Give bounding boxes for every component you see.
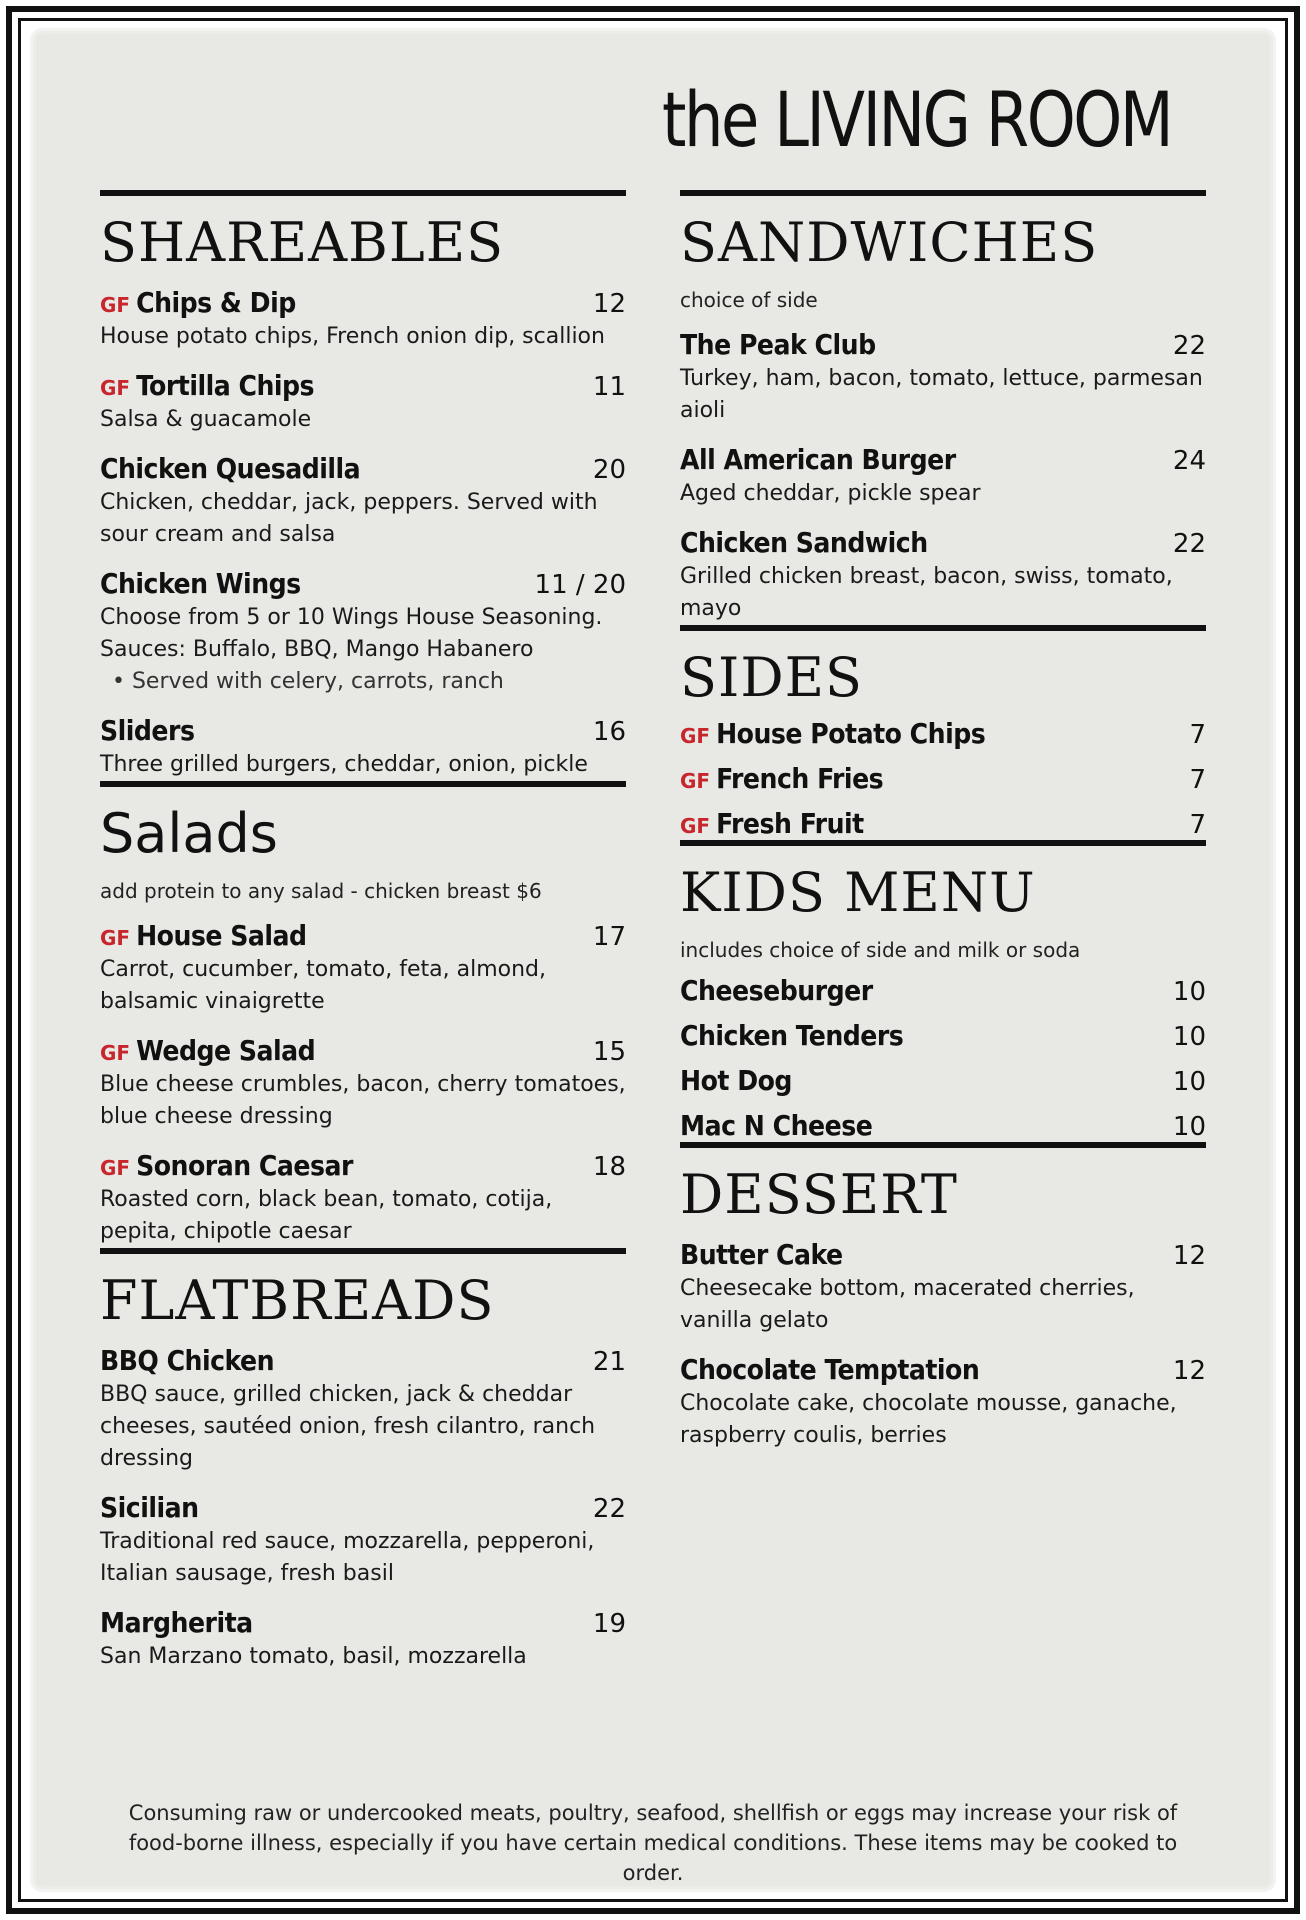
menu-item-header	[680, 762, 1206, 795]
menu-item-title	[680, 443, 956, 476]
menu-item-price: 10	[1172, 1022, 1206, 1052]
menu-item-price: 22	[592, 1494, 626, 1524]
menu-item-title	[680, 1353, 979, 1386]
menu-item-header	[680, 717, 1206, 750]
menu-item-title	[680, 526, 928, 559]
menu-item-price: 10	[1172, 977, 1206, 1007]
restaurant-title: the LIVING ROOM	[662, 75, 1172, 164]
menu-item-title	[100, 714, 194, 747]
menu-item-title	[680, 1238, 843, 1271]
menu-item	[100, 1491, 626, 1590]
menu-item-name: The Peak Club	[680, 328, 876, 361]
section-divider	[100, 1248, 626, 1254]
menu-item-name: Chicken Wings	[100, 567, 301, 600]
menu-item	[680, 1019, 1206, 1052]
left-column	[100, 190, 626, 1673]
menu-item-header	[680, 807, 1206, 840]
menu-item-title	[100, 567, 301, 600]
menu-item-title	[100, 1344, 274, 1377]
section-heading: KIDS MENU	[680, 861, 1036, 924]
menu-item	[100, 452, 626, 551]
menu-item	[680, 717, 1206, 750]
menu-section	[680, 840, 1206, 1142]
menu-item-description: Carrot, cucumber, tomato, feta, almond, balsamic vinaigrette	[100, 957, 547, 1014]
menu-item-description: Roasted corn, black bean, tomato, cotija, pepita, chipotle caesar	[100, 1187, 553, 1244]
menu-section	[100, 1248, 626, 1673]
menu-item-price: 12	[592, 289, 626, 319]
menu-item-description: Aged cheddar, pickle spear	[680, 481, 981, 506]
menu-item-price: 20	[592, 455, 626, 485]
menu-item	[100, 1149, 626, 1248]
menu-item-price: 19	[592, 1609, 626, 1639]
menu-item	[100, 714, 626, 781]
menu-item-name: All American Burger	[680, 443, 956, 476]
menu-item-price: 12	[1172, 1356, 1206, 1386]
menu-item-name: Hot Dog	[680, 1064, 792, 1097]
menu-item-price: 18	[592, 1152, 626, 1182]
menu-item-name: Chicken Tenders	[680, 1019, 904, 1052]
menu-item-header	[100, 1149, 626, 1182]
menu-item-header	[680, 1353, 1206, 1386]
menu-item	[100, 919, 626, 1018]
menu-item-price: 7	[1189, 765, 1206, 795]
menu-item	[100, 1034, 626, 1133]
menu-item-description: Blue cheese crumbles, bacon, cherry tomatoes, blue cheese dressing	[100, 1072, 626, 1129]
menu-item	[680, 1238, 1206, 1337]
menu-item-price: 22	[1172, 331, 1206, 361]
menu-item-description: Grilled chicken breast, bacon, swiss, tomato, mayo	[680, 564, 1173, 621]
menu-item-header	[100, 286, 626, 319]
gluten-free-badge: GF	[100, 293, 131, 317]
menu-item-header	[100, 1344, 626, 1377]
menu-item-price: 10	[1172, 1067, 1206, 1097]
menu-item-name: Chicken Quesadilla	[100, 452, 361, 485]
section-divider	[100, 190, 626, 196]
section-note: add protein to any salad - chicken breast $6	[100, 879, 542, 903]
gluten-free-badge: GF	[100, 1041, 131, 1065]
menu-item-title	[100, 286, 296, 319]
menu-item-price: 15	[592, 1037, 626, 1067]
menu-item	[100, 286, 626, 353]
menu-item-header	[100, 567, 626, 600]
menu-item-header	[100, 1491, 626, 1524]
menu-item-description: House potato chips, French onion dip, scallion	[100, 324, 605, 349]
gluten-free-badge: GF	[100, 1156, 131, 1180]
section-divider	[680, 840, 1206, 846]
menu-item-title	[100, 919, 307, 952]
menu-item-title	[680, 974, 873, 1007]
section-note: choice of side	[680, 288, 818, 312]
menu-item-name: Margherita	[100, 1606, 253, 1639]
menu-item-name: Fresh Fruit	[716, 807, 864, 840]
menu-item-description: Chicken, cheddar, jack, peppers. Served with sour cream and salsa	[100, 490, 598, 547]
menu-item-title	[100, 369, 314, 402]
menu-item-price: 7	[1189, 720, 1206, 750]
menu-item-price: 12	[1172, 1241, 1206, 1271]
menu-item-title	[680, 807, 864, 840]
menu-section	[680, 625, 1206, 840]
section-divider	[680, 190, 1206, 196]
menu-item-description: Turkey, ham, bacon, tomato, lettuce, parmesan aioli	[680, 366, 1203, 423]
menu-item-price: 24	[1172, 446, 1206, 476]
menu-item	[680, 1109, 1206, 1142]
menu-item	[680, 1064, 1206, 1097]
menu-item	[680, 443, 1206, 510]
menu-item-header	[680, 443, 1206, 476]
menu-item-name: House Salad	[136, 919, 307, 952]
menu-item-header	[100, 714, 626, 747]
food-safety-disclaimer: Consuming raw or undercooked meats, poultry, seafood, shellfish or eggs may increase your risk of food-borne illness, especially if you have certain medical conditions. These items may be cooked to order.	[128, 1801, 1178, 1885]
menu-item-title	[680, 1019, 903, 1052]
menu-item-price: 22	[1172, 529, 1206, 559]
section-divider	[100, 781, 626, 787]
menu-item-name: Wedge Salad	[136, 1034, 316, 1067]
menu-item-header	[680, 974, 1206, 1007]
menu-section	[100, 781, 626, 1248]
menu-item-name: Chocolate Temptation	[680, 1353, 980, 1386]
menu-item-header	[680, 1238, 1206, 1271]
menu-item-name: Butter Cake	[680, 1238, 843, 1271]
section-heading: SANDWICHES	[680, 211, 1099, 274]
section-divider	[680, 625, 1206, 631]
menu-item-name: Tortilla Chips	[136, 369, 315, 402]
menu-item-title	[100, 452, 360, 485]
gluten-free-badge: GF	[680, 724, 711, 748]
menu-item-title	[680, 1109, 872, 1142]
menu-item-price: 10	[1172, 1112, 1206, 1142]
menu-item-title	[680, 328, 876, 361]
menu-item-title	[100, 1034, 315, 1067]
gluten-free-badge: GF	[100, 376, 131, 400]
menu-item	[680, 807, 1206, 840]
menu-item-price: 16	[592, 717, 626, 747]
menu-item-price: 11 / 20	[534, 570, 626, 600]
section-heading: FLATBREADS	[100, 1269, 495, 1332]
menu-section	[100, 190, 626, 781]
menu-item-name: Mac N Cheese	[680, 1109, 873, 1142]
menu-item-header	[100, 919, 626, 952]
menu-item-name: Sonoran Caesar	[136, 1149, 353, 1182]
section-heading: SHAREABLES	[100, 211, 505, 274]
menu-item-price: 11	[592, 372, 626, 402]
menu-item-name: Sicilian	[100, 1491, 199, 1524]
menu-item-header	[100, 1034, 626, 1067]
menu-item-price: 17	[592, 922, 626, 952]
menu-item-title	[680, 717, 985, 750]
menu-item	[100, 369, 626, 436]
menu-item-name: Chips & Dip	[136, 286, 296, 319]
menu-item-bullet: • Served with celery, carrots, ranch	[112, 669, 504, 694]
menu-item-header	[680, 526, 1206, 559]
section-heading: SIDES	[680, 646, 864, 709]
menu-item-name: House Potato Chips	[716, 717, 986, 750]
menu-item-description: Traditional red sauce, mozzarella, pepperoni, Italian sausage, fresh basil	[100, 1529, 595, 1586]
menu-item-description: Three grilled burgers, cheddar, onion, pickle	[100, 752, 588, 777]
section-heading: DESSERT	[680, 1163, 958, 1226]
menu-item	[100, 567, 626, 698]
menu-item-description: Cheesecake bottom, macerated cherries, vanilla gelato	[680, 1276, 1135, 1333]
menu-section	[680, 1142, 1206, 1452]
menu-item-price: 7	[1189, 810, 1206, 840]
menu-item	[680, 762, 1206, 795]
menu-item-header	[680, 328, 1206, 361]
menu-item-title	[100, 1491, 199, 1524]
menu-item-title	[100, 1149, 353, 1182]
menu-item-name: Cheeseburger	[680, 974, 873, 1007]
menu-item-description: San Marzano tomato, basil, mozzarella	[100, 1644, 527, 1669]
menu-item-header	[680, 1064, 1206, 1097]
section-note: includes choice of side and milk or soda	[680, 938, 1081, 962]
menu-item	[100, 1344, 626, 1475]
menu-item	[100, 1606, 626, 1673]
menu-section	[680, 190, 1206, 625]
menu-item-title	[100, 1606, 253, 1639]
right-column	[680, 190, 1206, 1452]
menu-item-name: Sliders	[100, 714, 195, 747]
menu-item-description: Choose from 5 or 10 Wings House Seasoning. Sauces: Buffalo, BBQ, Mango Habanero	[100, 605, 603, 662]
menu-item-name: BBQ Chicken	[100, 1344, 275, 1377]
gluten-free-badge: GF	[680, 814, 711, 838]
menu-item-description: Salsa & guacamole	[100, 407, 312, 432]
menu-item-header	[680, 1019, 1206, 1052]
menu-item-description: Chocolate cake, chocolate mousse, ganache, raspberry coulis, berries	[680, 1391, 1177, 1448]
gluten-free-badge: GF	[100, 926, 131, 950]
menu-item-price: 21	[592, 1347, 626, 1377]
menu-item	[680, 1353, 1206, 1452]
menu-item-title	[680, 1064, 792, 1097]
menu-item-name: Chicken Sandwich	[680, 526, 928, 559]
menu-item-name: French Fries	[716, 762, 884, 795]
menu-item	[680, 526, 1206, 625]
menu-item-header	[100, 452, 626, 485]
menu-item-description: BBQ sauce, grilled chicken, jack & cheddar cheeses, sautéed onion, fresh cilantro, ranch dressing	[100, 1382, 596, 1471]
gluten-free-badge: GF	[680, 769, 711, 793]
menu-item-title	[680, 762, 883, 795]
section-heading: Salads	[100, 802, 278, 865]
menu-item-header	[100, 1606, 626, 1639]
menu-item	[680, 974, 1206, 1007]
section-divider	[680, 1142, 1206, 1148]
menu-item-header	[100, 369, 626, 402]
menu-item	[680, 328, 1206, 427]
menu-item-header	[680, 1109, 1206, 1142]
